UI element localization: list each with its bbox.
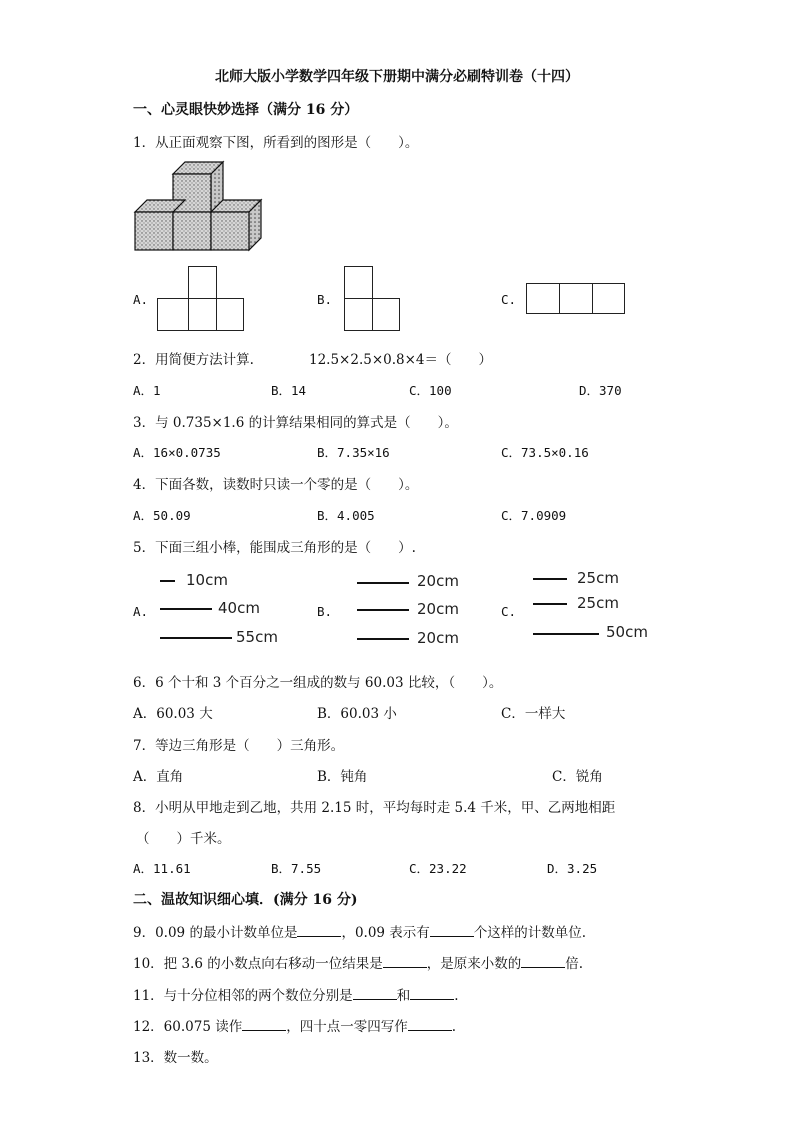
stick-b1-label: 20cm — [417, 572, 459, 590]
section-heading-2: 二、温故知识细心填．(满分 16 分) — [133, 892, 358, 908]
q8-option-a: A．11.61 — [133, 861, 191, 876]
q9-text-c: 个这样的计数单位. — [473, 925, 587, 941]
stick-a3-label: 55cm — [236, 628, 278, 646]
q4-option-c: C．7.0909 — [501, 508, 567, 523]
question-6: 6．6 个十和 3 个百分之一组成的数与 60.03 比较，（ ）。 — [133, 675, 503, 691]
question-8-line2: （ ）千米。 — [136, 831, 231, 847]
q11-blank-1[interactable] — [353, 987, 397, 1000]
q1-option-b-label: B. — [317, 292, 333, 307]
q2-option-b: B．14 — [271, 383, 307, 398]
stick-b2 — [357, 609, 409, 611]
q6-option-a: A．60.03 大 — [133, 706, 213, 722]
section-heading-1: 一、心灵眼快妙选择（满分 16 分） — [133, 102, 359, 118]
q2-option-c: C．100 — [409, 383, 452, 398]
q11-text-a: 11．与十分位相邻的两个数位分别是 — [133, 988, 353, 1004]
q9-text-b: ，0.09 表示有 — [341, 925, 430, 941]
q12-text-c: . — [451, 1019, 457, 1035]
stick-c2-label: 25cm — [577, 594, 619, 612]
q12-blank-1[interactable] — [242, 1018, 286, 1031]
q12-text-b: ，四十点一零四写作 — [286, 1019, 408, 1035]
q2-option-a: A．1 — [133, 383, 161, 398]
question-12 — [133, 1015, 456, 1035]
q9-blank-1[interactable] — [297, 924, 341, 937]
q3-option-b: B．7.35×16 — [317, 445, 390, 460]
q11-blank-2[interactable] — [410, 987, 454, 1000]
q7-option-b: B．钝角 — [317, 769, 368, 785]
question-3: 3．与 0.735×1.6 的计算结果相同的算式是（ ）。 — [133, 415, 458, 431]
question-4: 4．下面各数，读数时只读一个零的是（ ）。 — [133, 477, 419, 493]
q5-option-b-label: B. — [317, 604, 333, 619]
q12-blank-2[interactable] — [408, 1018, 452, 1031]
q10-text-a: 10．把 3.6 的小数点向右移动一位结果是 — [133, 956, 383, 972]
question-8: 8．小明从甲地走到乙地，共用 2.15 时，平均每时走 5.4 千米，甲、乙两地相距 — [133, 800, 616, 816]
q10-blank-1[interactable] — [383, 955, 427, 968]
q8-option-b: B．7.55 — [271, 861, 322, 876]
q6-option-c: C．一样大 — [501, 706, 566, 722]
stick-a1 — [160, 580, 175, 582]
question-5: 5．下面三组小棒，能围成三角形的是（ ）. — [133, 540, 416, 556]
question-13: 13．数一数。 — [133, 1050, 218, 1066]
stick-b3-label: 20cm — [417, 629, 459, 647]
stick-c3 — [533, 633, 599, 635]
question-1: 1．从正面观察下图，所看到的图形是（ ）。 — [133, 135, 419, 151]
stick-b2-label: 20cm — [417, 600, 459, 618]
question-2: 2．用简便方法计算. — [133, 352, 254, 368]
q4-option-b: B．4.005 — [317, 508, 375, 523]
question-7: 7．等边三角形是（ ）三角形。 — [133, 738, 345, 754]
stick-a2 — [160, 608, 212, 610]
stick-b3 — [357, 638, 409, 640]
question-10 — [133, 952, 583, 972]
stick-a3 — [160, 637, 232, 639]
q8-option-c: C．23.22 — [409, 861, 467, 876]
q10-blank-2[interactable] — [521, 955, 565, 968]
q7-option-c: C．锐角 — [552, 769, 603, 785]
q11-text-c: . — [454, 988, 459, 1004]
q8-option-d: D．3.25 — [547, 861, 598, 876]
stick-c1-label: 25cm — [577, 569, 619, 587]
q1-option-a-label: A. — [133, 292, 149, 307]
q5-option-a-label: A. — [133, 604, 149, 619]
stick-a2-label: 40cm — [218, 599, 260, 617]
question-9 — [133, 921, 586, 941]
stick-a1-label: 10cm — [186, 571, 228, 589]
q10-text-b: ，是原来小数的 — [426, 956, 522, 972]
q3-option-a: A．16×0.0735 — [133, 445, 221, 460]
question-11 — [133, 984, 458, 1004]
q9-blank-2[interactable] — [430, 924, 474, 937]
q6-option-b: B．60.03 小 — [317, 706, 397, 722]
q7-option-a: A．直角 — [133, 769, 184, 785]
q10-text-c: 倍. — [565, 956, 584, 972]
stick-c2 — [533, 603, 567, 605]
stick-c3-label: 50cm — [606, 623, 648, 641]
q3-option-c: C．73.5×0.16 — [501, 445, 589, 460]
question-2-expression: 12.5×2.5×0.8×4＝（ ） — [309, 352, 493, 368]
stick-b1 — [357, 582, 409, 584]
q12-text-a: 12．60.075 读作 — [133, 1019, 243, 1035]
stick-c1 — [533, 578, 567, 580]
cube-stack-figure — [133, 160, 265, 256]
page-title: 北师大版小学数学四年级下册期中满分必刷特训卷（十四） — [215, 69, 579, 85]
q11-text-b: 和 — [396, 988, 411, 1004]
q9-text-a: 9．0.09 的最小计数单位是 — [133, 925, 298, 941]
q4-option-a: A．50.09 — [133, 508, 191, 523]
q1-option-c-label: C. — [501, 292, 517, 307]
q2-option-d: D．370 — [579, 383, 622, 398]
q5-option-c-label: C. — [501, 604, 517, 619]
